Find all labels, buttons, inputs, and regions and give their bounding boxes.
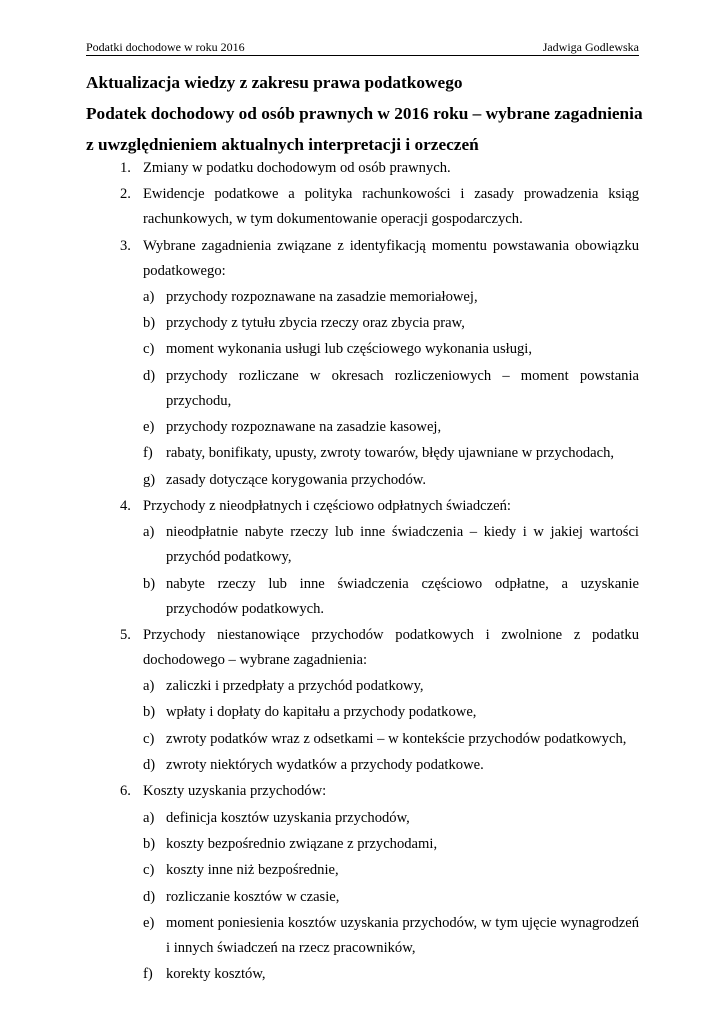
sub-list-item-text: koszty inne niż bezpośrednie,: [166, 862, 339, 879]
list-item-number: 2.: [120, 186, 131, 203]
sub-list-item: [86, 858, 639, 883]
list-item: [86, 779, 639, 804]
list-item: [86, 623, 639, 673]
topic-list: [86, 156, 639, 988]
sub-list-item: [86, 700, 639, 725]
sub-list-item: [86, 285, 639, 310]
sub-list-item: [86, 311, 639, 336]
list-item-text: Zmiany w podatku dochodowym od osób prawnych.: [143, 160, 451, 176]
sub-list-item-letter: a): [143, 678, 155, 695]
sub-list-item-text: rabaty, bonifikaty, upusty, zwroty towarów, błędy ujawniane w przychodach,: [166, 445, 615, 462]
title-line-3: z uwzględnieniem aktualnych interpretacji i orzeczeń: [86, 135, 479, 154]
sub-list-item-text: przychody rozpoznawane na zasadzie memoriałowej,: [166, 288, 478, 305]
list-item-number: 3.: [120, 237, 131, 254]
sub-list-item-letter: d): [143, 367, 156, 384]
sub-list-item: [86, 415, 639, 440]
sub-list-item-letter: a): [143, 288, 155, 305]
sub-list-item-text: koszty bezpośrednio związane z przychodami,: [166, 835, 438, 852]
sub-list-item-text: zaliczki i przedpłaty a przychód podatkowy,: [166, 678, 424, 695]
sub-list-item: [86, 364, 639, 414]
sub-list-item-letter: e): [143, 914, 155, 931]
sub-list-item-letter: d): [143, 757, 156, 774]
sub-list-item-text: nieodpłatnie nabyte rzeczy lub inne świadczenia – kiedy i w jakiej wartości przychód podatkowy,: [166, 524, 639, 566]
list-item-number: 1.: [120, 160, 131, 176]
sub-list-item-text: zwroty niektórych wydatków a przychody podatkowe.: [166, 757, 484, 774]
sub-list-item: [86, 727, 639, 752]
sub-list-item-text: zasady dotyczące korygowania przychodów.: [166, 471, 427, 488]
sub-list-item-letter: g): [143, 471, 156, 488]
list-item-number: 5.: [120, 626, 131, 643]
sub-list-item-text: przychody rozliczane w okresach rozliczeniowych – moment powstania przychodu,: [166, 367, 639, 409]
sub-list-item-letter: c): [143, 730, 155, 747]
header-author: Jadwiga Godlewska: [542, 40, 639, 54]
list-item-text: Przychody z nieodpłatnych i częściowo odpłatnych świadczeń:: [143, 497, 511, 514]
page-header: [86, 40, 639, 56]
sub-list-item-letter: e): [143, 419, 155, 436]
sub-list-item-letter: d): [143, 888, 156, 905]
sub-list-item: [86, 806, 639, 831]
sub-list-item-text: moment poniesienia kosztów uzyskania przychodów, w tym ujęcie wynagrodzeń i innych świadczeń na rzecz pracowników,: [166, 914, 639, 956]
sub-list-item-text: wpłaty i dopłaty do kapitału a przychody podatkowe,: [166, 704, 477, 721]
list-item-number: 6.: [120, 783, 131, 800]
sub-list-item: [86, 911, 639, 961]
sub-list-item-text: definicja kosztów uzyskania przychodów,: [166, 809, 410, 826]
sub-list-item-letter: f): [143, 966, 153, 983]
sub-list-item: [86, 572, 639, 622]
sub-list-item-text: przychody rozpoznawane na zasadzie kasowej,: [166, 419, 442, 436]
sub-list-item: [86, 520, 639, 570]
sub-list-item: [86, 337, 639, 362]
sub-list-item-letter: f): [143, 445, 153, 462]
sub-list-item: [86, 468, 639, 493]
sub-list-item-text: rozliczanie kosztów w czasie,: [166, 888, 340, 905]
title-line-1: Aktualizacja wiedzy z zakresu prawa podatkowego: [86, 73, 463, 92]
list-item: [86, 156, 639, 181]
sub-list-item: [86, 832, 639, 857]
sub-list-item: [86, 753, 639, 778]
list-item-text: Wybrane zagadnienia związane z identyfikacją momentu powstawania obowiązku podatkowego:: [143, 237, 639, 279]
list-item-text: Przychody niestanowiące przychodów podatkowych i zwolnione z podatku dochodowego – wybrane zagadnienia:: [143, 626, 639, 668]
sub-list-item-letter: a): [143, 809, 155, 826]
list-item-number: 4.: [120, 497, 131, 514]
sub-list-item: [86, 441, 639, 466]
list-item: [86, 494, 639, 519]
sub-list-item-text: przychody z tytułu zbycia rzeczy oraz zbycia praw,: [166, 315, 465, 332]
sub-list-item-letter: b): [143, 835, 156, 852]
sub-list-item-letter: b): [143, 575, 156, 592]
sub-list-item-text: nabyte rzeczy lub inne świadczenia częściowo odpłatne, a uzyskanie przychodów podatkowych.: [166, 575, 639, 617]
document-titles: [86, 67, 646, 160]
sub-list-item-letter: a): [143, 524, 155, 541]
title-line-2: Podatek dochodowy od osób prawnych w 2016 roku – wybrane zagadnienia: [86, 104, 643, 123]
sub-list-item: [86, 885, 639, 910]
sub-list-item-letter: b): [143, 704, 156, 721]
list-item-text: Koszty uzyskania przychodów:: [143, 783, 327, 800]
list-item: [86, 234, 639, 284]
sub-list-item-text: zwroty podatków wraz z odsetkami – w kontekście przychodów podatkowych,: [166, 730, 627, 747]
list-item-text: Ewidencje podatkowe a polityka rachunkowości i zasady prowadzenia ksiąg rachunkowych, w tym dokumentowanie operacji gospodarczych.: [143, 186, 639, 228]
sub-list-item: [86, 962, 639, 987]
sub-list-item: [86, 674, 639, 699]
list-item: [86, 182, 639, 232]
sub-list-item-letter: c): [143, 862, 155, 879]
sub-list-item-letter: c): [143, 341, 155, 358]
sub-list-item-text: korekty kosztów,: [166, 966, 266, 983]
sub-list-item-letter: b): [143, 315, 156, 332]
sub-list-item-text: moment wykonania usługi lub częściowego wykonania usługi,: [166, 341, 532, 358]
header-left-text: Podatki dochodowe w roku 2016: [86, 40, 245, 54]
